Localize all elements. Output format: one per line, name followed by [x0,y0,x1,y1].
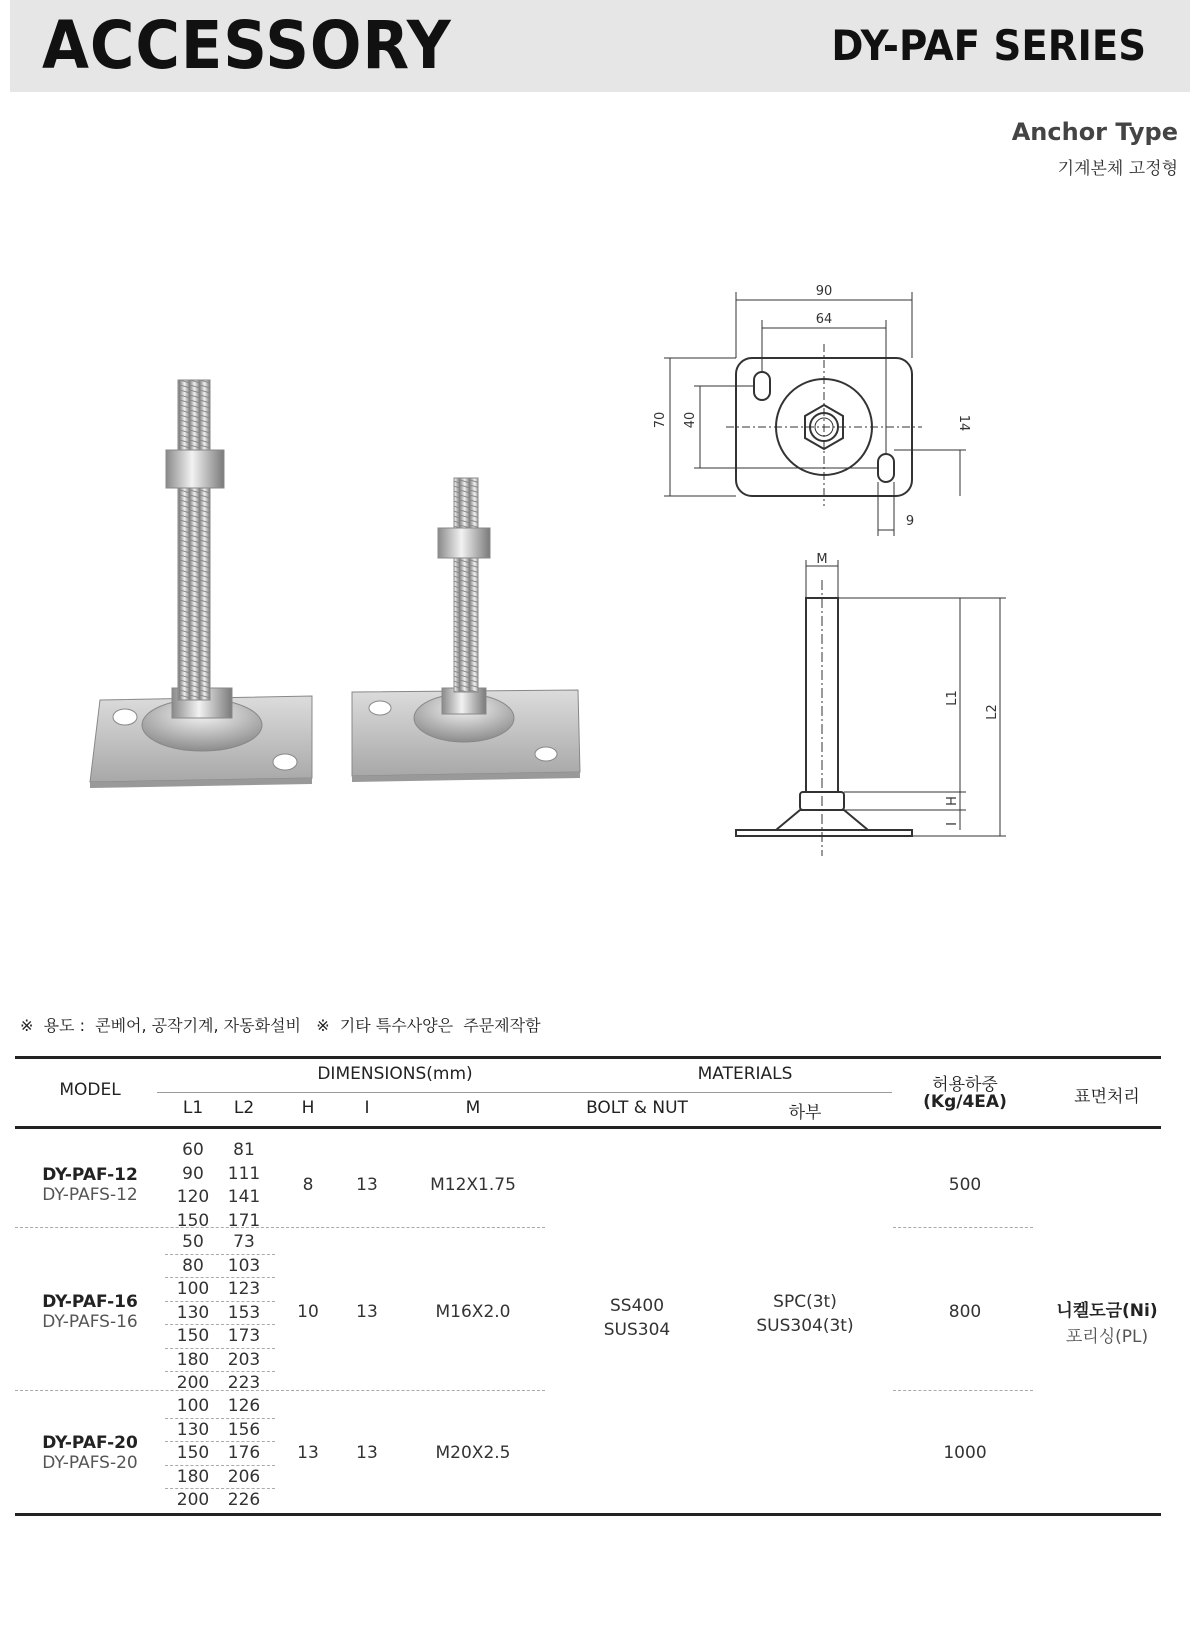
cell-l1: 80 [182,1255,204,1276]
cell-h: 8 [302,1175,314,1195]
cell-l2: 153 [227,1302,261,1323]
header-l2: L2 [233,1098,255,1118]
header-h: H [301,1098,315,1118]
model-name-stainless: DY-PAFS-12 [42,1185,138,1205]
model-name: DY-PAF-16 [42,1292,138,1313]
cell-l1: 180 [176,1349,210,1370]
header-model: MODEL [59,1080,121,1100]
lower-material-2: SUS304(3t) [756,1316,854,1336]
cell-l1: 60 [182,1140,204,1160]
cell-l1: 120 [176,1187,210,1207]
leveling-foot-small [352,478,580,782]
cell-l1: 100 [176,1279,210,1299]
cell-h: 13 [297,1442,319,1463]
dim-l2: L2 [985,704,1000,720]
cell-m: M16X2.0 [435,1302,511,1323]
type-label: Anchor Type [1011,118,1178,146]
leveling-foot-large [90,380,312,788]
cell-l2: 171 [227,1210,261,1231]
header-i: I [364,1098,370,1118]
bolt-nut-material-2: SUS304 [603,1320,671,1340]
cell-l2: 73 [233,1232,255,1252]
dim-9: 9 [905,514,915,529]
cell-m: M20X2.5 [435,1442,511,1463]
side-view [736,560,1006,856]
cell-l2: 203 [227,1349,261,1370]
cell-l2: 123 [227,1279,261,1299]
cell-l2: 176 [227,1443,261,1463]
cell-l2: 226 [227,1490,261,1510]
cell-l2: 223 [227,1373,261,1393]
cell-load: 1000 [943,1442,987,1463]
cell-l2: 103 [227,1255,261,1276]
header-allowable-load: 허용하중 [932,1075,998,1095]
cell-l2: 173 [227,1326,261,1346]
header-lower: 하부 [788,1103,822,1123]
cell-l2: 126 [227,1396,261,1416]
dim-64: 64 [815,312,833,327]
cell-h: 10 [297,1302,319,1323]
cell-l2: 81 [233,1140,255,1160]
cell-l1: 200 [176,1373,210,1393]
page-title: ACCESSORY [42,7,452,84]
bolt-nut-material-1: SS400 [609,1296,665,1316]
cell-m: M12X1.75 [430,1175,516,1195]
cell-l1: 150 [176,1326,210,1346]
dim-m: M [816,552,828,567]
cell-l1: 200 [176,1490,210,1510]
technical-drawing [653,280,1080,900]
spec-table [15,1056,1161,1516]
cell-l2: 206 [227,1466,261,1487]
dim-i: I [945,822,960,826]
cell-l2: 141 [227,1187,261,1207]
dim-14: 14 [956,414,971,432]
cell-load: 800 [948,1302,982,1323]
header-dimensions: DIMENSIONS(mm) [317,1064,473,1084]
cell-i: 13 [356,1175,378,1195]
cell-l1: 50 [182,1232,204,1252]
drawing-dimension-labels [653,284,1000,826]
header-surface: 표면처리 [1074,1087,1140,1107]
type-label-korean: 기계본체 고정형 [1057,159,1178,179]
top-view [664,292,966,536]
header-bolt-nut: BOLT & NUT [586,1098,688,1118]
dim-40: 40 [683,411,698,429]
product-photo [80,380,620,820]
series-title: DY-PAF SERIES [831,21,1146,70]
cell-l1: 180 [176,1466,210,1487]
surface-treatment-1: 니켈도금(Ni) [1056,1301,1158,1321]
dim-l1: L1 [945,690,960,706]
cell-l1: 150 [176,1210,210,1231]
dim-70: 70 [653,411,668,429]
cell-l1: 100 [176,1396,210,1416]
cell-l1: 90 [182,1163,204,1184]
cell-l2: 156 [227,1419,261,1440]
lower-material-1: SPC(3t) [773,1292,837,1312]
cell-l2: 111 [227,1163,261,1184]
model-name-stainless: DY-PAFS-16 [42,1312,138,1333]
cell-i: 13 [356,1302,378,1323]
usage-note: ※ 용도 : 콘베어, 공작기계, 자동화설비 ※ 기타 특수사양은 주문제작함 [20,1016,541,1035]
surface-treatment-2: 포리싱(PL) [1065,1327,1149,1347]
model-name: DY-PAF-12 [42,1165,138,1185]
header-materials: MATERIALS [697,1064,793,1084]
cell-i: 13 [356,1442,378,1463]
dim-h: H [945,796,960,806]
header-m: M [465,1098,481,1118]
cell-l1: 150 [176,1443,210,1463]
header-load-unit: (Kg/4EA) [923,1092,1007,1112]
dim-90: 90 [815,284,833,299]
page-header [10,0,1190,92]
cell-l1: 130 [176,1302,210,1323]
cell-load: 500 [948,1175,982,1195]
model-name-stainless: DY-PAFS-20 [42,1452,138,1473]
model-name: DY-PAF-20 [42,1432,138,1453]
cell-l1: 130 [176,1419,210,1440]
header-l1: L1 [182,1098,204,1118]
